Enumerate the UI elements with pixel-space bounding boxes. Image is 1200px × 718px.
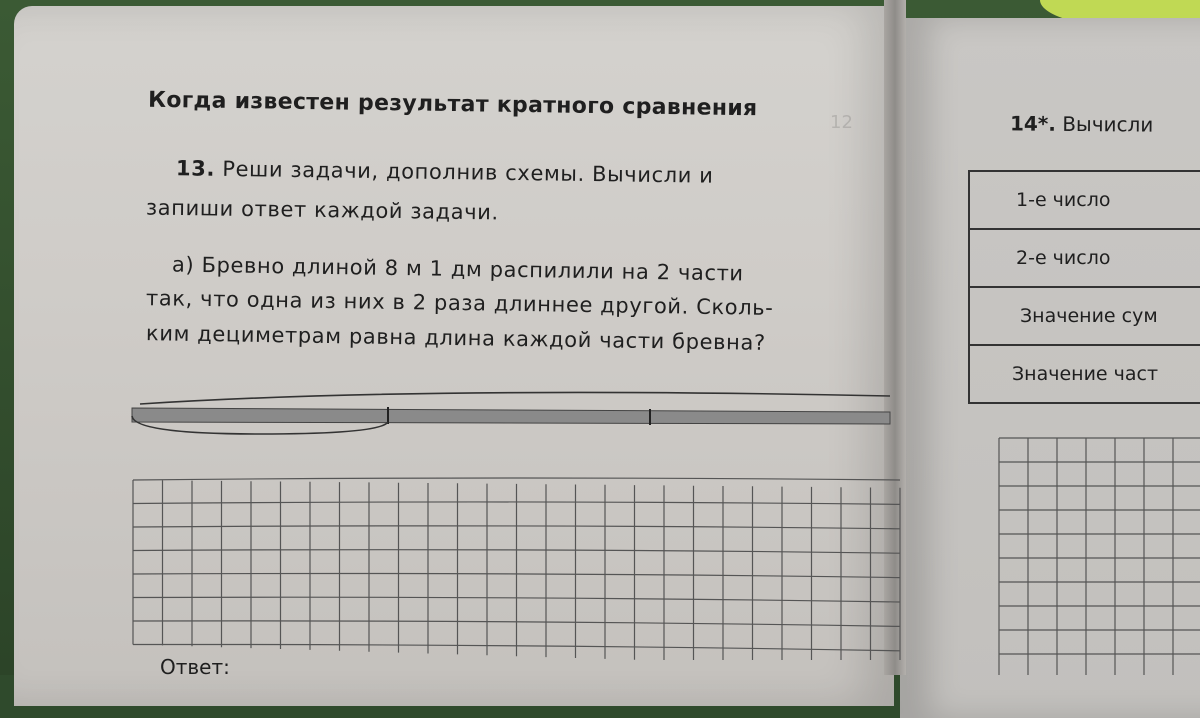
right-table <box>968 170 1200 404</box>
table-row <box>970 288 1200 346</box>
task-13-number: 13. <box>175 156 216 181</box>
log-bar <box>132 408 890 424</box>
answer-label: Ответ: <box>160 655 230 679</box>
table-row <box>970 346 1200 402</box>
show-through-text: 12 <box>830 112 853 133</box>
grid-line <box>133 478 900 480</box>
table-row <box>970 172 1200 230</box>
right-grid <box>995 430 1200 675</box>
task-13-line-2: запиши ответ каждой задачи. <box>145 195 499 225</box>
task-13-text: Реши задачи, дополнив схемы. Вычисли и <box>222 156 714 188</box>
task-14-number: 14*. <box>1009 111 1056 136</box>
log-top-brace <box>140 392 890 404</box>
log-diagram <box>120 380 900 440</box>
table-row-label: Значение част <box>1012 363 1159 385</box>
answer-grid <box>125 470 925 660</box>
task-a-line-2: так, что одна из них в 2 раза длиннее другой. Сколь- <box>145 286 774 320</box>
table-row-label: 2-е число <box>1016 247 1111 269</box>
table-row-label: 1-е число <box>1016 189 1111 211</box>
task-14-text: Вычисли <box>1062 111 1154 137</box>
task-a-line-3: ким дециметрам равна длина каждой части бревна? <box>145 321 766 355</box>
task-14-title <box>1010 111 1154 136</box>
task-a-line-1: а) Бревно длиной 8 м 1 дм распилили на 2 части <box>171 252 744 286</box>
table-row-label: Значение сум <box>1020 305 1158 327</box>
table-row <box>970 230 1200 288</box>
page-heading: Когда известен результат кратного сравнения <box>147 87 758 122</box>
